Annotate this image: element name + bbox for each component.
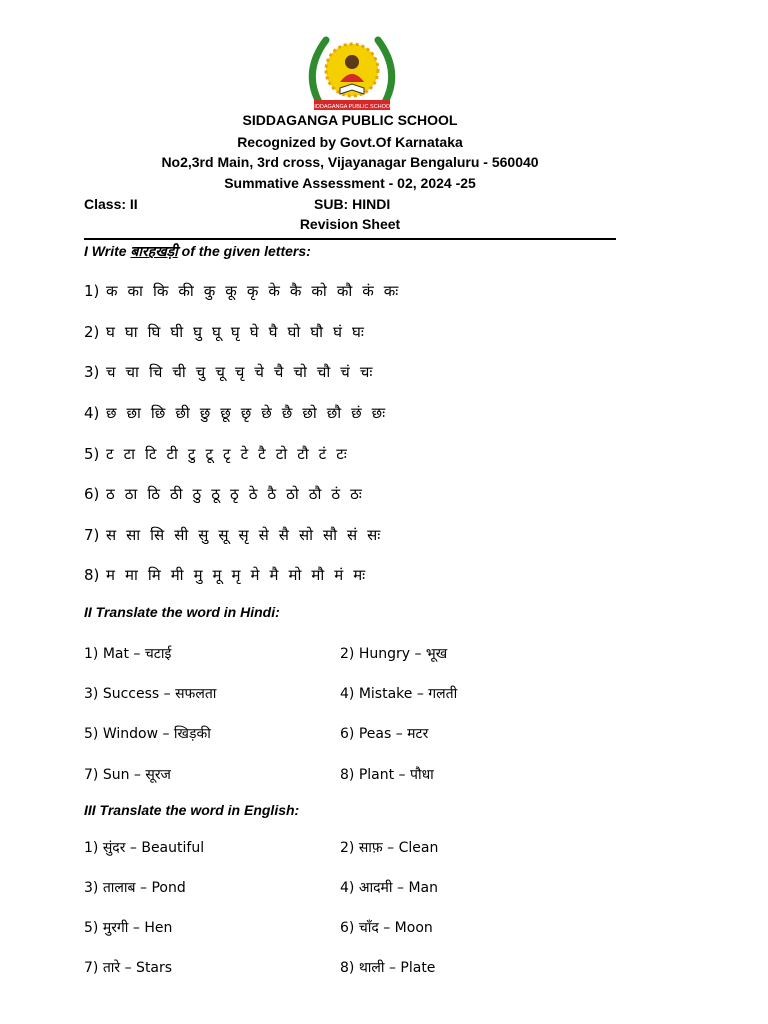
barahkhadi-letter: कू (225, 282, 237, 300)
barahkhadi-letter: चू (215, 363, 225, 381)
barahkhadi-letter: छू (220, 404, 231, 422)
barahkhadi-letter: कि (152, 282, 169, 300)
barahkhadi-letter: सु (198, 526, 209, 544)
barahkhadi-letter: कं (362, 282, 374, 300)
barahkhadi-letter: ची (172, 363, 186, 381)
barahkhadi-letter: मु (193, 566, 203, 584)
barahkhadi-letter: ठी (169, 485, 183, 503)
barahkhadi-letter: मौ (311, 566, 325, 584)
barahkhadi-row (84, 525, 390, 545)
barahkhadi-letter: सृ (238, 526, 249, 544)
barahkhadi-letter: छौ (326, 404, 342, 422)
barahkhadi-letter: घौ (310, 323, 324, 341)
barahkhadi-letter: कः (383, 282, 399, 300)
school-address: No2,3rd Main, 3rd cross, Vijayanagar Bengaluru - 560040 (161, 154, 539, 170)
barahkhadi-letter: ठु (192, 485, 202, 503)
barahkhadi-letter: छो (302, 404, 317, 422)
barahkhadi-letter: घो (287, 323, 301, 341)
section-1-title-pre: I Write (84, 243, 131, 259)
barahkhadi-row (84, 281, 408, 301)
barahkhadi-letter: चु (195, 363, 206, 381)
barahkhadi-letter: ठ (106, 485, 115, 503)
section-3-title: III Translate the word in English: (84, 802, 300, 818)
sheet-title: Revision Sheet (299, 216, 401, 232)
section-1-title-post: of the given letters: (177, 243, 311, 259)
barahkhadi-letter: स (106, 526, 117, 544)
barahkhadi-letter: घु (193, 323, 203, 341)
barahkhadi-letter: ठू (211, 485, 220, 503)
assessment-title: Summative Assessment - 02, 2024 -25 (224, 175, 476, 191)
barahkhadi-letter: सी (174, 526, 189, 544)
barahkhadi-letter: चे (254, 363, 264, 381)
hindi-translation-item: 2) Hungry – भूख (340, 646, 448, 662)
barahkhadi-letter: से (258, 526, 269, 544)
row-number: 3) (84, 363, 100, 381)
barahkhadi-letter: छु (199, 404, 211, 422)
barahkhadi-letter: सि (150, 526, 165, 544)
barahkhadi-letter: चि (148, 363, 163, 381)
barahkhadi-letter: मो (288, 566, 302, 584)
barahkhadi-letter: मि (147, 566, 161, 584)
barahkhadi-letter: ठे (248, 485, 258, 503)
english-translation-item: 4) आदमी – Man (340, 880, 438, 896)
row-number: 6) (84, 485, 100, 503)
barahkhadi-letter: घी (170, 323, 184, 341)
row-number: 4) (84, 404, 100, 422)
barahkhadi-letter: सै (278, 526, 289, 544)
school-logo-emblem (300, 32, 404, 112)
hindi-translation-item: 5) Window – खिड़की (84, 726, 211, 742)
barahkhadi-letter: सं (347, 526, 358, 544)
barahkhadi-letter: चृ (234, 363, 245, 381)
hindi-translation-item: 6) Peas – मटर (340, 726, 429, 742)
barahkhadi-letter: ठि (147, 485, 160, 503)
barahkhadi-letter: कु (203, 282, 216, 300)
barahkhadi-letter: ठा (124, 485, 138, 503)
english-translation-item: 3) तालाब – Pond (84, 880, 186, 896)
barahkhadi-letter: घि (147, 323, 161, 341)
english-translation-item: 1) सुंदर – Beautiful (84, 840, 205, 856)
english-translation-item: 8) थाली – Plate (340, 960, 436, 976)
barahkhadi-letter: घृ (230, 323, 240, 341)
hindi-translation-item: 8) Plant – पौधा (340, 767, 434, 783)
barahkhadi-row (84, 362, 382, 382)
barahkhadi-letter: सौ (322, 526, 337, 544)
barahkhadi-letter: ट (106, 445, 114, 463)
hindi-translation-item: 7) Sun – सूरज (84, 767, 171, 783)
hindi-translation-item: 3) Success – सफलता (84, 686, 217, 702)
barahkhadi-letter: छः (371, 404, 386, 422)
barahkhadi-letter: टृ (223, 445, 231, 463)
header-divider (84, 238, 616, 240)
barahkhadi-letter: घू (212, 323, 221, 341)
barahkhadi-letter: चौ (316, 363, 331, 381)
barahkhadi-letter: का (127, 282, 143, 300)
recognition-line: Recognized by Govt.Of Karnataka (237, 134, 463, 150)
barahkhadi-letter: टै (258, 445, 266, 463)
barahkhadi-letter: टो (275, 445, 288, 463)
barahkhadi-letter: घै (268, 323, 278, 341)
barahkhadi-letter: टं (318, 445, 327, 463)
english-translation-item: 2) साफ़ – Clean (340, 840, 439, 856)
class-label: Class: II (84, 196, 138, 212)
barahkhadi-letter: ठौ (308, 485, 322, 503)
barahkhadi-letter: सो (298, 526, 313, 544)
logo-laurel-left (312, 40, 326, 104)
barahkhadi-letter: चो (293, 363, 307, 381)
barahkhadi-letter: मै (269, 566, 279, 584)
barahkhadi-letter: चं (340, 363, 350, 381)
barahkhadi-letter: छी (175, 404, 190, 422)
english-translation-item: 5) मुरगी – Hen (84, 920, 173, 936)
barahkhadi-letter: मृ (231, 566, 241, 584)
barahkhadi-letter: कै (289, 282, 302, 300)
row-number: 7) (84, 526, 100, 544)
barahkhadi-letter: छृ (240, 404, 252, 422)
barahkhadi-letter: चः (359, 363, 373, 381)
section-2-title: II Translate the word in Hindi: (84, 604, 280, 620)
barahkhadi-letter: ठः (350, 485, 362, 503)
barahkhadi-letter: मी (170, 566, 184, 584)
barahkhadi-letter: मा (124, 566, 138, 584)
barahkhadi-letter: टि (145, 445, 157, 463)
barahkhadi-letter: ठं (331, 485, 341, 503)
barahkhadi-letter: मः (353, 566, 366, 584)
logo-ribbon-text: SIDDAGANGA PUBLIC SCHOOL (310, 104, 394, 110)
barahkhadi-row (84, 444, 357, 464)
barahkhadi-letter: कौ (336, 282, 353, 300)
section-1-title-hindi: बारहखड़ी (130, 243, 178, 259)
row-number: 5) (84, 445, 100, 463)
barahkhadi-letter: टी (166, 445, 178, 463)
barahkhadi-letter: छि (150, 404, 166, 422)
barahkhadi-row (84, 565, 375, 585)
row-number: 2) (84, 323, 100, 341)
barahkhadi-letter: घः (351, 323, 364, 341)
barahkhadi-letter: टे (240, 445, 249, 463)
school-name: SIDDAGANGA PUBLIC SCHOOL (242, 112, 458, 128)
section-1-title (84, 242, 311, 261)
barahkhadi-letter: सः (367, 526, 381, 544)
logo-laurel-right (378, 40, 392, 104)
barahkhadi-letter: के (268, 282, 280, 300)
barahkhadi-letter: टु (187, 445, 196, 463)
barahkhadi-letter: ठै (267, 485, 277, 503)
barahkhadi-letter: घं (333, 323, 342, 341)
english-translation-item: 6) चाँद – Moon (340, 920, 433, 936)
barahkhadi-row (84, 322, 374, 342)
row-number: 8) (84, 566, 100, 584)
barahkhadi-letter: मं (334, 566, 344, 584)
barahkhadi-row (84, 403, 395, 423)
barahkhadi-letter: क (106, 282, 118, 300)
barahkhadi-letter: सा (126, 526, 141, 544)
barahkhadi-letter: को (311, 282, 327, 300)
barahkhadi-letter: मे (250, 566, 260, 584)
barahkhadi-letter: च (106, 363, 116, 381)
barahkhadi-letter: घ (106, 323, 115, 341)
barahkhadi-letter: छे (261, 404, 272, 422)
barahkhadi-letter: म (106, 566, 115, 584)
barahkhadi-letter: ठृ (229, 485, 239, 503)
row-number: 1) (84, 282, 100, 300)
barahkhadi-letter: ठो (286, 485, 299, 503)
subject-label: SUB: HINDI (314, 196, 391, 212)
barahkhadi-letter: घे (249, 323, 259, 341)
english-translation-item: 7) तारे – Stars (84, 960, 173, 976)
hindi-translation-item: 4) Mistake – गलती (340, 686, 458, 702)
barahkhadi-letter: टा (123, 445, 136, 463)
barahkhadi-letter: चा (125, 363, 139, 381)
barahkhadi-letter: छै (281, 404, 293, 422)
barahkhadi-row (84, 484, 372, 504)
barahkhadi-letter: सू (218, 526, 229, 544)
logo-figure-head (345, 55, 359, 69)
hindi-translation-item: 1) Mat – चटाई (84, 646, 172, 662)
barahkhadi-letter: छं (351, 404, 362, 422)
barahkhadi-letter: टू (205, 445, 214, 463)
barahkhadi-letter: की (178, 282, 194, 300)
barahkhadi-letter: छ (106, 404, 117, 422)
barahkhadi-letter: टः (336, 445, 347, 463)
barahkhadi-letter: मू (212, 566, 222, 584)
barahkhadi-letter: टौ (297, 445, 309, 463)
barahkhadi-letter: कृ (246, 282, 259, 300)
barahkhadi-letter: छा (126, 404, 141, 422)
barahkhadi-letter: चै (273, 363, 284, 381)
barahkhadi-letter: घा (124, 323, 138, 341)
